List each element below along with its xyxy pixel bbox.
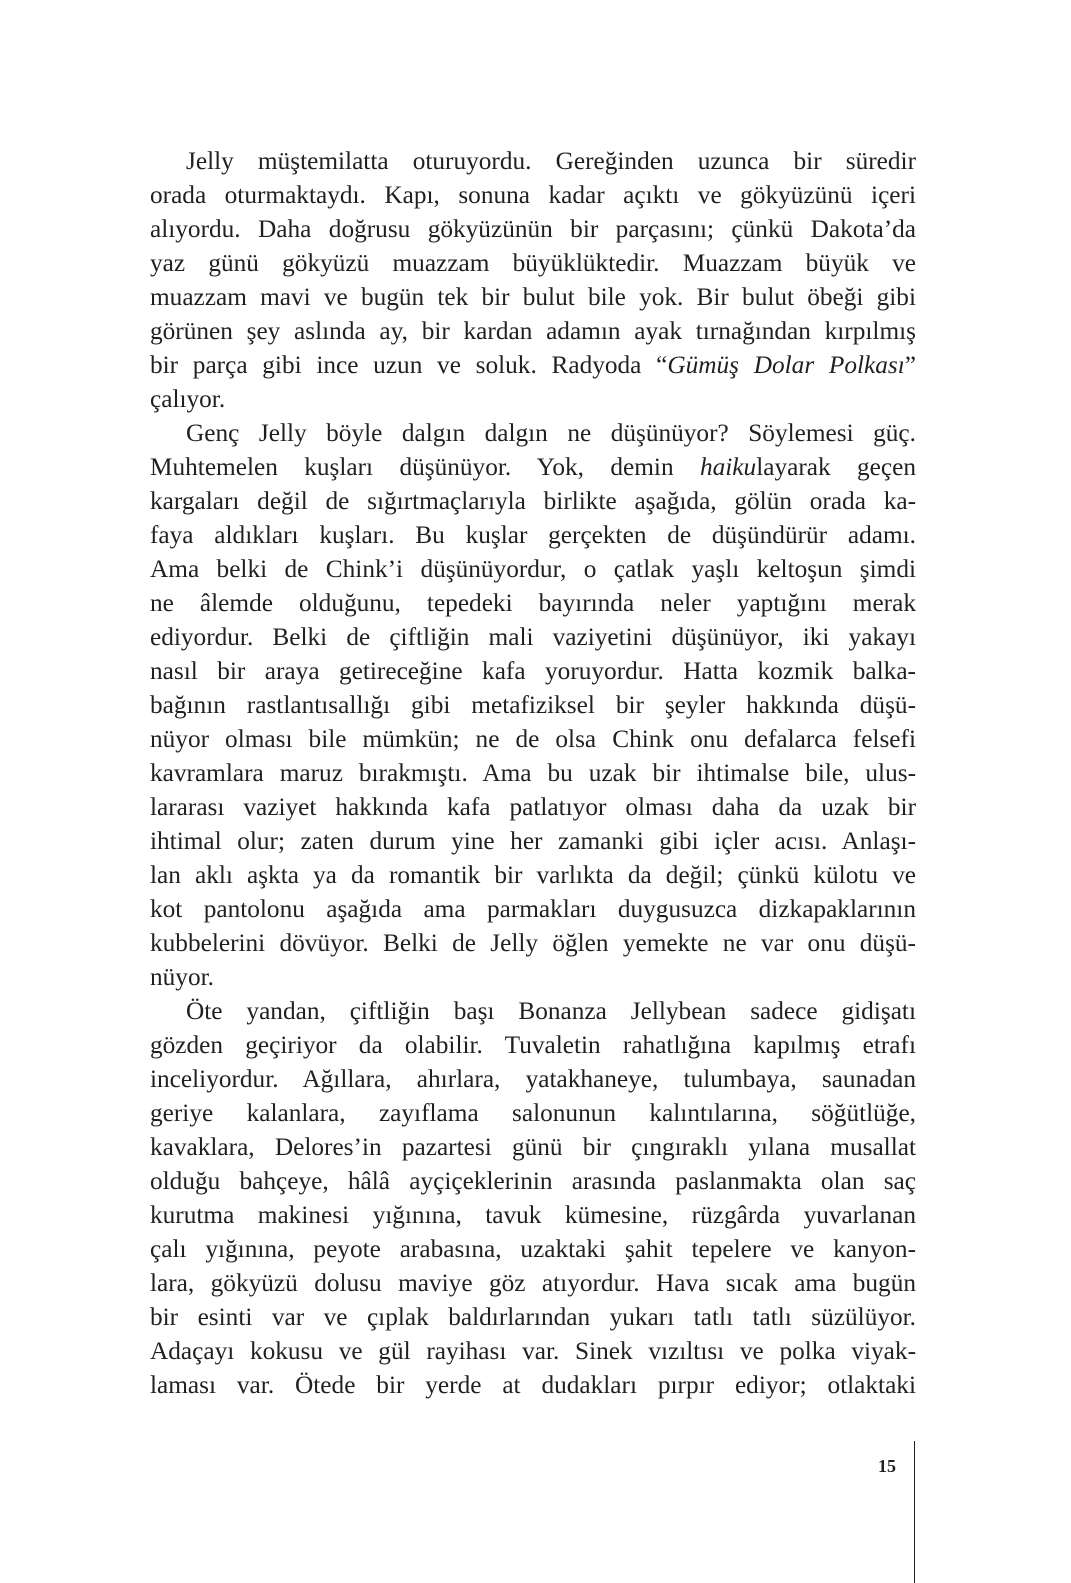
page-number-rule bbox=[914, 1441, 915, 1583]
italic-text: Gümüş Dolar Polkası bbox=[667, 351, 905, 379]
text-line: Genç Jelly böyle dalgın dalgın ne düşünüyor? Söylemesi güç. bbox=[186, 419, 916, 447]
text-line: faya aldıkları kuşları. Bu kuşlar gerçekten de düşündürür adamı. bbox=[150, 521, 916, 549]
text-line: nasıl bir araya getireceğine kafa yoruyordur. Hatta kozmik balka- bbox=[150, 657, 916, 685]
text-line: ediyordur. Belki de çiftliğin mali vaziyetini düşünüyor, iki yakayı bbox=[150, 623, 916, 651]
text-line: lararası vaziyet hakkında kafa patlatıyor olması daha da uzak bir bbox=[150, 793, 916, 821]
text-line: görünen şey aslında ay, bir kardan adamın ayak tırnağından kırpılmış bbox=[150, 317, 916, 345]
text-line: lan aklı aşkta ya da romantik bir varlıkta da değil; çünkü külotu ve bbox=[150, 861, 916, 889]
text-line: çalı yığınına, peyote arabasına, uzaktaki şahit tepelere ve kanyon- bbox=[150, 1235, 916, 1263]
text-line: laması var. Ötede bir yerde at dudakları pırpır ediyor; otlaktaki bbox=[150, 1371, 916, 1399]
text-line: gözden geçiriyor da olabilir. Tuvaletin rahatlığına kapılmış etrafı bbox=[150, 1031, 916, 1059]
text-line: alıyordu. Daha doğrusu gökyüzünün bir parçasını; çünkü Dakota’da bbox=[150, 215, 916, 243]
text-line: Adaçayı kokusu ve gül rayihası var. Sinek vızıltısı ve polka viyak- bbox=[150, 1337, 916, 1365]
text-line: kavaklara, Delores’in pazartesi günü bir çıngıraklı yılana musallat bbox=[150, 1133, 916, 1161]
text-line: kurutma makinesi yığınına, tavuk kümesine, rüzgârda yuvarlanan bbox=[150, 1201, 916, 1229]
text-line: kubbelerini dövüyor. Belki de Jelly öğlen yemekte ne var onu düşü- bbox=[150, 929, 916, 957]
page-number: 15 bbox=[878, 1456, 896, 1476]
text-line: ne âlemde olduğunu, tepedeki bayırında neler yaptığını merak bbox=[150, 589, 916, 617]
text-line: orada oturmaktaydı. Kapı, sonuna kadar açıktı ve gökyüzünü içeri bbox=[150, 181, 916, 209]
text-line: muazzam mavi ve bugün tek bir bulut bile yok. Bir bulut öbeği gibi bbox=[150, 283, 916, 311]
text-line: yaz günü gökyüzü muazzam büyüklüktedir. Muazzam büyük ve bbox=[150, 249, 916, 277]
text-line: nüyor. bbox=[150, 963, 214, 991]
text-line: kavramlara maruz bırakmıştı. Ama bu uzak bir ihtimalse bile, ulus- bbox=[150, 759, 916, 787]
text-line: kargaları değil de sığırtmaçlarıyla birlikte aşağıda, gölün orada ka- bbox=[150, 487, 916, 515]
text-line: Muhtemelen kuşları düşünüyor. Yok, demin haikulayarak geçen bbox=[150, 453, 916, 481]
text-line: bir esinti var ve çıplak baldırlarından yukarı tatlı tatlı süzülüyor. bbox=[150, 1303, 916, 1331]
text-line: nüyor olması bile mümkün; ne de olsa Chink onu defalarca felsefi bbox=[150, 725, 916, 753]
text-line: geriye kalanlara, zayıflama salonunun kalıntılarına, söğütlüğe, bbox=[150, 1099, 916, 1127]
body-text bbox=[150, 144, 916, 1402]
text-line: Ama belki de Chink’i düşünüyordur, o çatlak yaşlı keltoşun şimdi bbox=[150, 555, 916, 583]
text-line: bağının rastlantısallığı gibi metafiziksel bir şeyler hakkında düşü- bbox=[150, 691, 916, 719]
italic-text: haiku bbox=[699, 453, 757, 481]
text-line: kot pantolonu aşağıda ama parmakları duygusuzca dizkapaklarının bbox=[150, 895, 916, 923]
text-line: Jelly müştemilatta oturuyordu. Gereğinden uzunca bir süredir bbox=[186, 147, 916, 175]
text-line: çalıyor. bbox=[150, 385, 226, 413]
text-line: olduğu bahçeye, hâlâ ayçiçeklerinin arasında paslanmakta olan saç bbox=[150, 1167, 916, 1195]
text-line: bir parça gibi ince uzun ve soluk. Radyoda “Gümüş Dolar Polkası” bbox=[150, 351, 916, 379]
text-line: lara, gökyüzü dolusu maviye göz atıyordur. Hava sıcak ama bugün bbox=[150, 1269, 916, 1297]
text-line: Öte yandan, çiftliğin başı Bonanza Jellybean sadece gidişatı bbox=[186, 997, 916, 1025]
text-line: ihtimal olur; zaten durum yine her zamanki gibi içler acısı. Anlaşı- bbox=[150, 827, 916, 855]
text-line: inceliyordur. Ağıllara, ahırlara, yatakhaneye, tulumbaya, saunadan bbox=[150, 1065, 916, 1093]
